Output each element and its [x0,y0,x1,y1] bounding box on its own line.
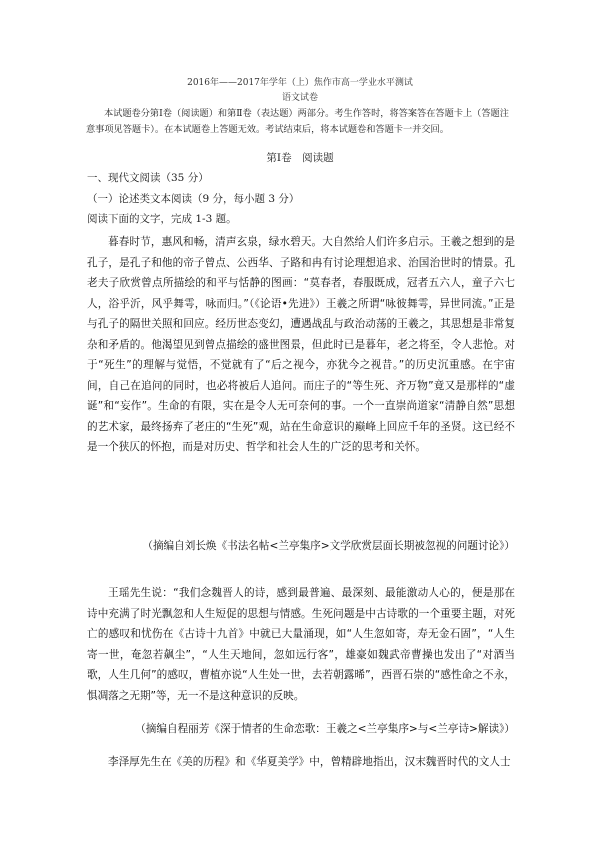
section-heading-2: （一）论述类文本阅读（9 分，每小题 3 分） [87,193,300,205]
section-heading-1: 一、现代文阅读（35 分） [87,172,209,184]
exam-subtitle: 语文试卷 [281,93,318,103]
passage-paragraph-1: 暮春时节，惠风和畅，清声玄泉，绿水碧天。大自然给人们许多启示。王羲之想到的是孔子，是孔子和他的帝子曾点、公西华、子路和冉有讨论理想追求、治国治世时的情景。孔老夫子欣赏曾点所描绘的和平与恬静的图画：“莫春者，春服既成，冠者五六人，童子六七人，浴乎沂，风乎舞雩，咏而归。”（《论语•先进》）王羲之所谓“咏彼舞雩，异世同流。”正是与孔子的隔世关照和回应。经历世态变幻，遭遇战乱与政治动荡的王羲之，其思想是非常复杂和矛盾的。他渴望见到曾点描绘的盛世图景，但此时已是暮年，老之将至，令人悲怆。对于“死生”的理解与觉悟，不觉就有了“后之视今，亦犹今之视昔。”的历史沉重感。在宇宙间，自己在追问的同时，也必将被后人追问。而庄子的“等生死、齐万物”竟又是那样的“虚诞”和“妄作”。生命的有限，实在是令人无可奈何的事。一个一直崇尚道家“清静自然”思想的艺术家，最终扬弃了老庄的“生死”观，站在生命意识的巅峰上回应千年的圣贤。这已经不是一个狭仄的怀抱，而是对历史、哲学和社会人生的广泛的思考和关怀。 [87,236,515,453]
exam-notice: 本试题卷分第Ⅰ卷（阅读题）和第Ⅱ卷（表达题）两部分。考生作答时，将答案答在答题卡上（答题注意事项见答题卡）。在本试题卷上答题无效。考试结束后，将本试题卷和答题卡一并交回。 [86,108,509,135]
passage-paragraph-3: 李泽厚先生在《美的历程》和《华夏美学》中，曾精辟地指出，汉末魏晋时代的文人士 [108,756,511,768]
passage-paragraph-2: 王瑶先生说：“我们念魏晋人的诗，感到最普遍、最深刻、最能激动人心的，便是那在诗中充满了时光飘忽和人生短促的思想与情感。生死问题是中古诗歌的一个重要主题，对死亡的感叹和忧伤在《古诗十九首》中就已大量涌现，如“人生忽如寄，寿无金石固”，“人生寄一世，奄忽若飙尘”，“人生天地间，忽如远行客”，雄豪如魏武帝曹操也发出了“对酒当歌，人生几何”的感叹，曹植亦说“人生处一世，去若朝露晞”，西晋石崇的“感性命之不永，惧凋落之无期”等，无一不是这种意识的反映。 [87,587,515,702]
part-title: 第Ⅰ卷 阅读题 [266,152,334,164]
citation-2: （摘编自程丽芳《深于情者的生命恋歌：王羲之<兰亭集序>与<兰亭诗>解读》） [135,723,515,735]
exam-title: 2016年——2017年学年（上）焦作市高一学业水平测试 [187,78,413,88]
reading-instruction: 阅读下面的文字，完成 1-3 题。 [87,213,237,225]
citation-1: （摘编自刘长焕《书法名帖<兰亭集序>文学欣赏层面长期被忽视的问题讨论》） [142,540,515,552]
